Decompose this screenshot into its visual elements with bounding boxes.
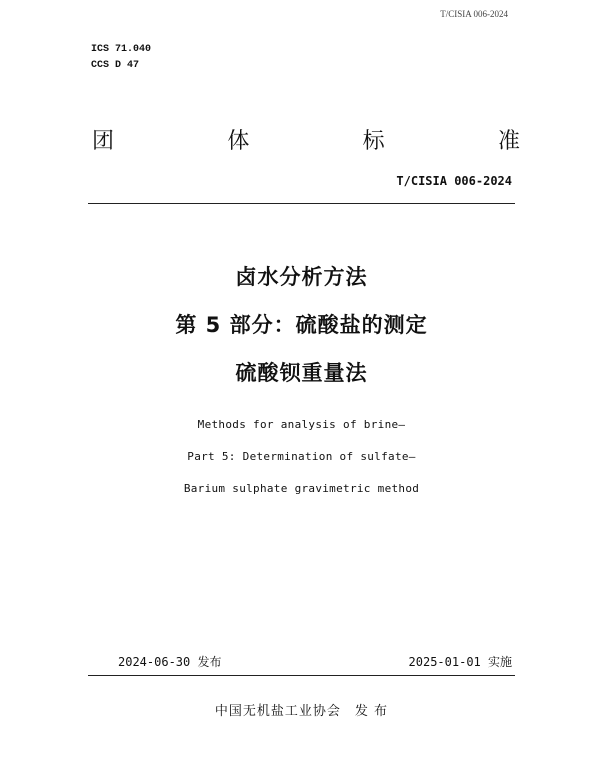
ccs-code: CCS D 47 [91, 60, 140, 71]
title-cn-line-2: 第 5 部分：硫酸盐的测定 [175, 313, 428, 337]
bottom-divider [88, 675, 515, 676]
implementation-date: 2025-01-01 实施 [408, 655, 512, 669]
standard-type-char: 体 [227, 129, 250, 154]
ics-code: ICS 71.040 [91, 44, 152, 55]
standard-type-char: 团 [92, 129, 115, 154]
top-divider [88, 203, 515, 204]
standard-type-heading [92, 124, 520, 155]
title-en-line-3: Barium sulphate gravimetric method [183, 482, 420, 495]
title-en-line-1: Methods for analysis of brine— [197, 418, 406, 431]
issue-date: 2024-06-30 发布 [118, 655, 222, 669]
issuing-organization: 中国无机盐工业协会 发 布 [214, 704, 389, 719]
title-en-line-2: Part 5: Determination of sulfate— [187, 450, 416, 463]
standard-type-char: 标 [362, 129, 385, 154]
standard-number: T/CISIA 006-2024 [396, 174, 512, 188]
header-standard-code: T/CISIA 006-2024 [440, 9, 508, 19]
standard-type-char: 准 [497, 129, 520, 154]
title-cn-line-1: 卤水分析方法 [235, 265, 368, 289]
title-cn-line-3: 硫酸钡重量法 [235, 361, 368, 385]
